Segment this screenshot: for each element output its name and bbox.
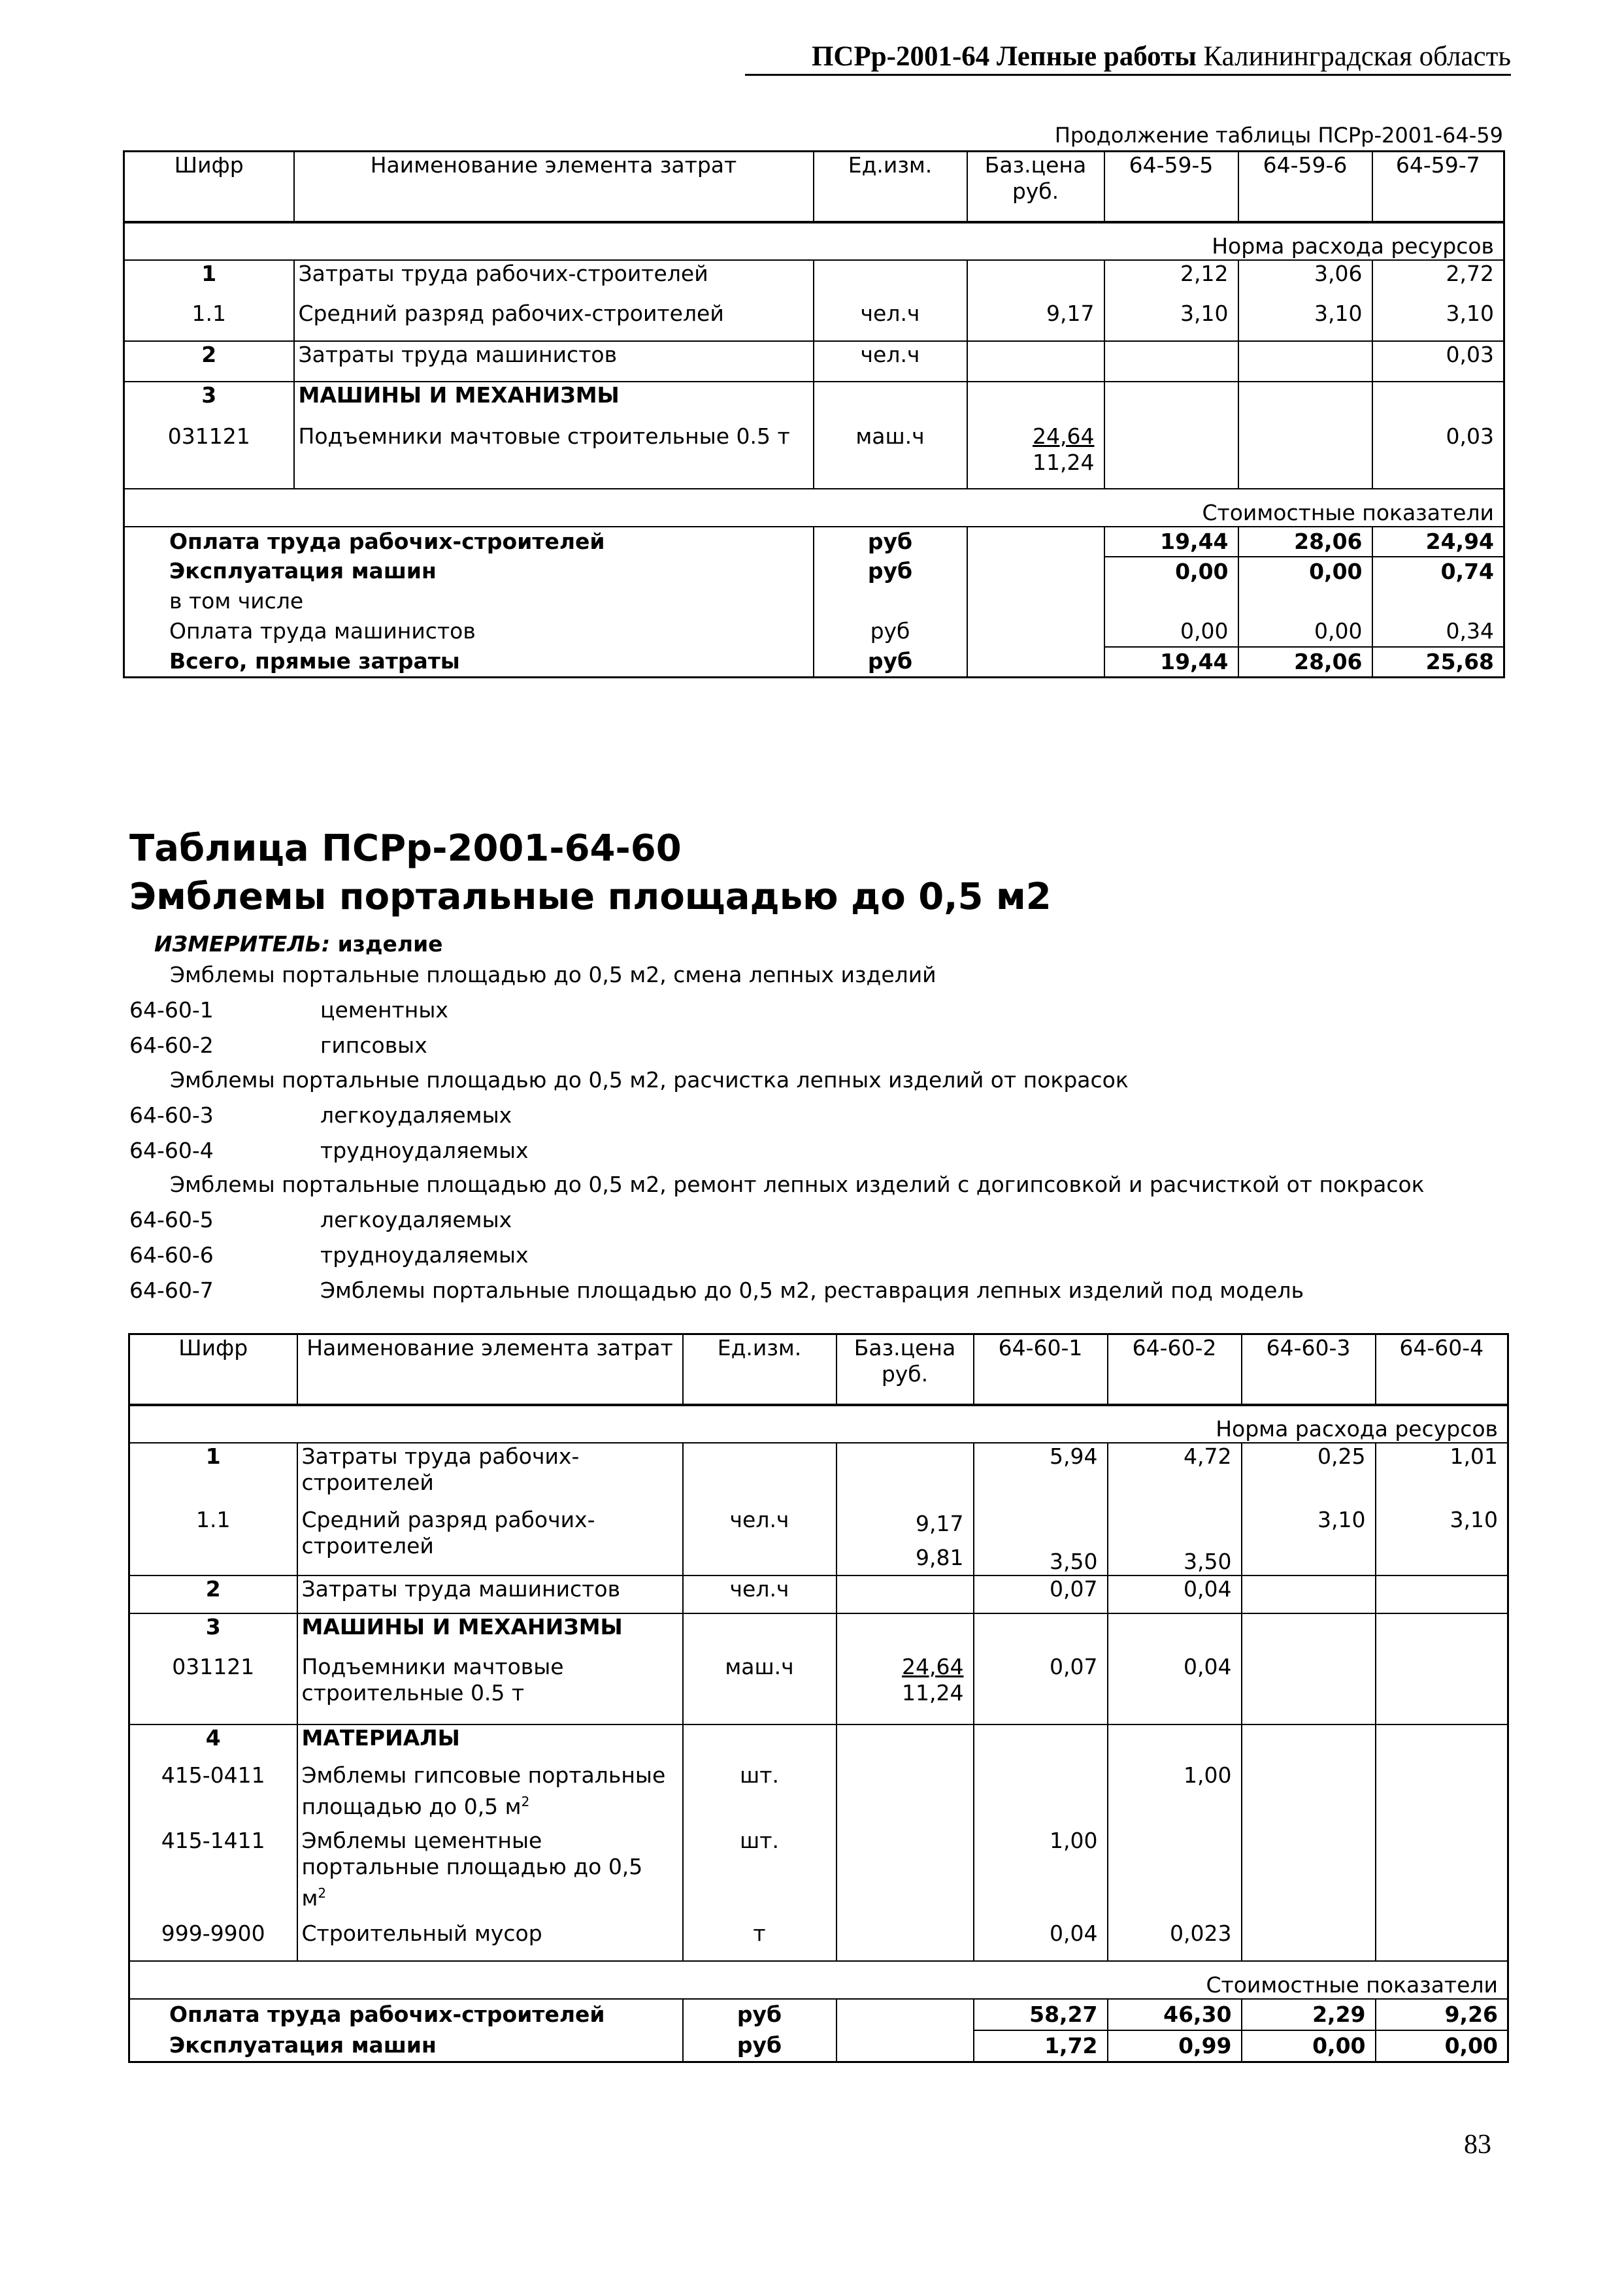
cost-unit: руб — [814, 527, 967, 557]
col-header-code: Шифр — [124, 152, 294, 222]
row-price — [967, 423, 1104, 489]
row-name: Затраты труда машинистов — [297, 1575, 683, 1613]
table-row — [129, 1575, 1508, 1613]
header-region: Калининградская область — [1203, 41, 1511, 72]
col-header-64-60-1: 64-60-1 — [974, 1334, 1108, 1405]
group-code: 64-60-5 — [129, 1207, 214, 1232]
cost-row — [124, 527, 1504, 557]
row-v4: 3,10 — [1450, 1506, 1498, 1532]
col-header-unit: Ед.изм. — [683, 1334, 837, 1405]
row-v1: 0,04 — [974, 1921, 1108, 1961]
cost-name: Оплата труда рабочих-строителей — [124, 527, 814, 557]
row-unit: маш.ч — [683, 1654, 837, 1724]
col-header-64-60-4: 64-60-4 — [1399, 1335, 1484, 1361]
table-row — [129, 1443, 1508, 1507]
col-header-64-59-5: 64-59-5 — [1104, 152, 1238, 222]
row-price — [967, 260, 1104, 301]
cost-v1: 19,44 — [1104, 647, 1238, 678]
row-v1: 1,00 — [974, 1828, 1108, 1921]
table2-section-cost — [129, 1961, 1508, 1999]
table-row — [129, 1724, 1508, 1762]
table-row — [124, 341, 1504, 382]
row-name: Затраты труда рабочих-строителей — [297, 1443, 683, 1507]
price-b: 9,81 — [916, 1544, 964, 1570]
group-item: гипсовых — [320, 1032, 427, 1058]
cost-v3: 0,00 — [1242, 2030, 1376, 2062]
page-number: 83 — [1464, 2130, 1491, 2160]
row-v3: 0,03 — [1446, 341, 1494, 367]
row-unit — [814, 260, 967, 301]
row-unit: чел.ч — [814, 301, 967, 341]
group-code: 64-60-2 — [129, 1032, 214, 1058]
cost-v3: 0,74 — [1440, 558, 1494, 584]
cost-v1: 1,72 — [974, 2030, 1108, 2062]
col-header-name: Наименование элемента затрат — [297, 1334, 683, 1405]
row-code: 1 — [124, 260, 294, 301]
group-item: трудноудаляемых — [320, 1242, 529, 1268]
row-unit: чел.ч — [814, 341, 967, 382]
row-name-text: Эмблемы цементные портальные площадью до 0,5 м — [301, 1827, 643, 1911]
cost-row — [124, 557, 1504, 587]
section-norm-label: Норма расхода ресурсов — [1212, 233, 1494, 259]
row-unit: чел.ч — [683, 1507, 837, 1575]
row-name: Затраты труда рабочих-строителей — [294, 260, 814, 301]
cost-unit: руб — [683, 2030, 837, 2062]
group-code: 64-60-4 — [129, 1138, 214, 1163]
col-header-unit: Ед.изм. — [814, 152, 967, 222]
row-unit: шт. — [683, 1762, 837, 1828]
row-price — [837, 1507, 974, 1575]
group-code: 64-60-7 — [129, 1278, 214, 1303]
row-v1: 3,10 — [1104, 301, 1238, 341]
row-name: МАШИНЫ И МЕХАНИЗМЫ — [297, 1613, 683, 1654]
group-code: 64-60-3 — [129, 1102, 214, 1128]
row-v2: 0,04 — [1108, 1654, 1242, 1724]
price-bottom: 11,24 — [1033, 449, 1095, 475]
row-code: 3 — [124, 382, 294, 423]
row-name — [297, 1762, 683, 1828]
group-item: Эмблемы портальные площадью до 0,5 м2, реставрация лепных изделий под модель — [320, 1278, 1304, 1303]
row-v3: 3,10 — [1242, 1507, 1376, 1575]
running-header — [745, 41, 1511, 76]
group-description: Эмблемы портальные площадью до 0,5 м2, смена лепных изделий — [170, 962, 936, 987]
price-a: 9,17 — [916, 1510, 964, 1536]
cost-v4: 9,26 — [1376, 1999, 1508, 2030]
table1-section-norm — [124, 222, 1504, 260]
cost-name: Всего, прямые затраты — [124, 647, 814, 678]
row-code: 415-0411 — [129, 1762, 297, 1828]
group-code: 64-60-6 — [129, 1242, 214, 1268]
row-name: Строительный мусор — [297, 1921, 683, 1961]
group-description: Эмблемы портальные площадью до 0,5 м2, расчистка лепных изделий от покрасок — [170, 1067, 1129, 1093]
row-v1: 0,07 — [974, 1654, 1108, 1724]
section-cost-label: Стоимостные показатели — [1206, 1971, 1498, 1998]
table2-title — [129, 825, 1052, 921]
col-header-code: Шифр — [129, 1334, 297, 1405]
price-bottom: 11,24 — [902, 1679, 964, 1706]
row-name: МАШИНЫ И МЕХАНИЗМЫ — [294, 382, 814, 423]
row-v3: 2,72 — [1446, 260, 1494, 286]
cost-row — [129, 1999, 1508, 2030]
row-v3: 0,25 — [1242, 1443, 1376, 1507]
row-name: Средний разряд рабочих-строителей — [297, 1507, 683, 1575]
row-unit: шт. — [683, 1828, 837, 1921]
group-item: трудноудаляемых — [320, 1138, 529, 1163]
table2-measure — [154, 931, 443, 957]
row-v1: 0,07 — [974, 1575, 1108, 1613]
table1 — [123, 150, 1505, 678]
cost-v3: 24,94 — [1372, 527, 1504, 557]
cost-v3: 25,68 — [1372, 647, 1504, 678]
row-v2: 0,04 — [1108, 1575, 1242, 1613]
cost-v2: 0,99 — [1108, 2030, 1242, 2062]
row-code: 999-9900 — [129, 1921, 297, 1961]
row-price: 9,17 — [967, 301, 1104, 341]
cost-v2: 28,06 — [1238, 527, 1372, 557]
table1-caption: Продолжение таблицы ПСРр-2001-64-59 — [1054, 123, 1503, 148]
cost-unit: руб — [683, 1999, 837, 2030]
col-header-price: Баз.цена руб. — [967, 152, 1104, 222]
row-code: 2 — [124, 341, 294, 382]
row-v2: 1,00 — [1108, 1762, 1242, 1828]
table-row — [129, 1507, 1508, 1575]
measure-value: изделие — [337, 931, 443, 957]
table-row — [129, 1654, 1508, 1724]
row-name — [297, 1828, 683, 1921]
table-row — [129, 1613, 1508, 1654]
table2-section-norm — [129, 1405, 1508, 1443]
row-price — [837, 1654, 974, 1724]
header-code-title: ПСРр-2001-64 Лепные работы — [811, 41, 1197, 72]
table-row — [124, 301, 1504, 341]
row-name: МАТЕРИАЛЫ — [297, 1724, 683, 1762]
row-code: 031121 — [129, 1654, 297, 1724]
cost-v4: 0,00 — [1376, 2030, 1508, 2062]
cost-name: в том числе — [124, 587, 814, 617]
table-row — [124, 423, 1504, 489]
table-row — [124, 382, 1504, 423]
row-v1: 5,94 — [974, 1443, 1108, 1507]
table-row — [129, 1762, 1508, 1828]
row-code: 2 — [129, 1575, 297, 1613]
row-code: 3 — [129, 1613, 297, 1654]
row-v2: 3,50 — [1108, 1507, 1242, 1575]
cost-v1: 0,00 — [1104, 557, 1238, 587]
col-header-64-59-7: 64-59-7 — [1395, 152, 1480, 178]
col-header-name: Наименование элемента затрат — [294, 152, 814, 222]
row-unit: чел.ч — [683, 1575, 837, 1613]
col-header-64-60-2: 64-60-2 — [1108, 1334, 1242, 1405]
table-row — [129, 1921, 1508, 1961]
table2-title-line1: Таблица ПСРр-2001-64-60 — [129, 827, 682, 870]
section-cost-label: Стоимостные показатели — [1202, 499, 1494, 525]
cost-name: Оплата труда машинистов — [124, 617, 814, 647]
cost-v2: 0,00 — [1238, 557, 1372, 587]
cost-v1: 58,27 — [974, 1999, 1108, 2030]
cost-v2: 46,30 — [1108, 1999, 1242, 2030]
row-name-sup: 2 — [521, 1793, 530, 1809]
section-norm-label: Норма расхода ресурсов — [1216, 1415, 1498, 1442]
row-code: 1 — [129, 1443, 297, 1507]
cost-row — [124, 617, 1504, 647]
cost-unit: руб — [814, 617, 967, 647]
row-v2: 3,10 — [1238, 301, 1372, 341]
cost-v3: 2,29 — [1242, 1999, 1376, 2030]
row-unit: т — [683, 1921, 837, 1961]
row-name: Подъемники мачтовые строительные 0.5 т — [294, 423, 814, 489]
group-description: Эмблемы портальные площадью до 0,5 м2, ремонт лепных изделий с догипсовкой и расчисткой от покрасок — [170, 1172, 1425, 1197]
row-v3: 3,10 — [1446, 300, 1494, 326]
row-code: 415-1411 — [129, 1828, 297, 1921]
row-v2: 4,72 — [1108, 1443, 1242, 1507]
cost-row — [129, 2030, 1508, 2062]
cost-v2: 0,00 — [1238, 617, 1372, 647]
row-code: 1.1 — [124, 301, 294, 341]
col-header-64-60-3: 64-60-3 — [1242, 1334, 1376, 1405]
cost-v2: 28,06 — [1238, 647, 1372, 678]
col-header-64-59-6: 64-59-6 — [1238, 152, 1372, 222]
table-row — [124, 260, 1504, 301]
group-item: легкоудаляемых — [320, 1207, 512, 1232]
row-name-sup: 2 — [318, 1885, 327, 1901]
table-row — [129, 1828, 1508, 1921]
row-code: 1.1 — [129, 1507, 297, 1575]
row-v1 — [1104, 423, 1238, 489]
cost-unit: руб — [814, 557, 967, 587]
table2 — [128, 1333, 1509, 2063]
row-v2: 3,06 — [1238, 260, 1372, 301]
row-v2 — [1238, 341, 1372, 382]
row-name-text: Эмблемы гипсовые портальные площадью до 0,5 м — [301, 1762, 666, 1819]
row-unit: маш.ч — [814, 423, 967, 489]
row-name: Подъемники мачтовые строительные 0.5 т — [297, 1654, 683, 1724]
table2-title-line2: Эмблемы портальные площадью до 0,5 м2 — [129, 876, 1052, 918]
group-item: легкоудаляемых — [320, 1102, 512, 1128]
cost-v1: 0,00 — [1104, 617, 1238, 647]
row-v2: 0,023 — [1108, 1921, 1242, 1961]
group-item: цементных — [320, 997, 448, 1023]
price-top: 24,64 — [1033, 423, 1095, 449]
row-price — [967, 341, 1104, 382]
table1-header-row — [124, 152, 1504, 222]
col-header-price: Баз.цена руб. — [837, 1334, 974, 1405]
cost-name: Эксплуатация машин — [129, 2030, 683, 2062]
cost-v1: 19,44 — [1104, 527, 1238, 557]
cost-name: Оплата труда рабочих-строителей — [129, 1999, 683, 2030]
row-code: 031121 — [124, 423, 294, 489]
cost-v3: 0,34 — [1446, 618, 1494, 644]
table1-section-cost — [124, 489, 1504, 527]
price-top: 24,64 — [902, 1653, 964, 1679]
row-name: Средний разряд рабочих-строителей — [294, 301, 814, 341]
cost-unit: руб — [814, 647, 967, 678]
group-code: 64-60-1 — [129, 997, 214, 1023]
cost-row — [124, 647, 1504, 678]
row-v3: 0,03 — [1446, 423, 1494, 449]
table2-header-row — [129, 1334, 1508, 1405]
row-name: Затраты труда машинистов — [294, 341, 814, 382]
cost-name: Эксплуатация машин — [124, 557, 814, 587]
cost-row — [124, 587, 1504, 617]
row-v1: 2,12 — [1104, 260, 1238, 301]
row-code: 4 — [129, 1724, 297, 1762]
measure-label: ИЗМЕРИТЕЛЬ: — [154, 931, 331, 957]
row-v1: 3,50 — [974, 1507, 1108, 1575]
row-v2 — [1238, 423, 1372, 489]
row-v1 — [1104, 341, 1238, 382]
row-v4: 1,01 — [1450, 1443, 1498, 1469]
